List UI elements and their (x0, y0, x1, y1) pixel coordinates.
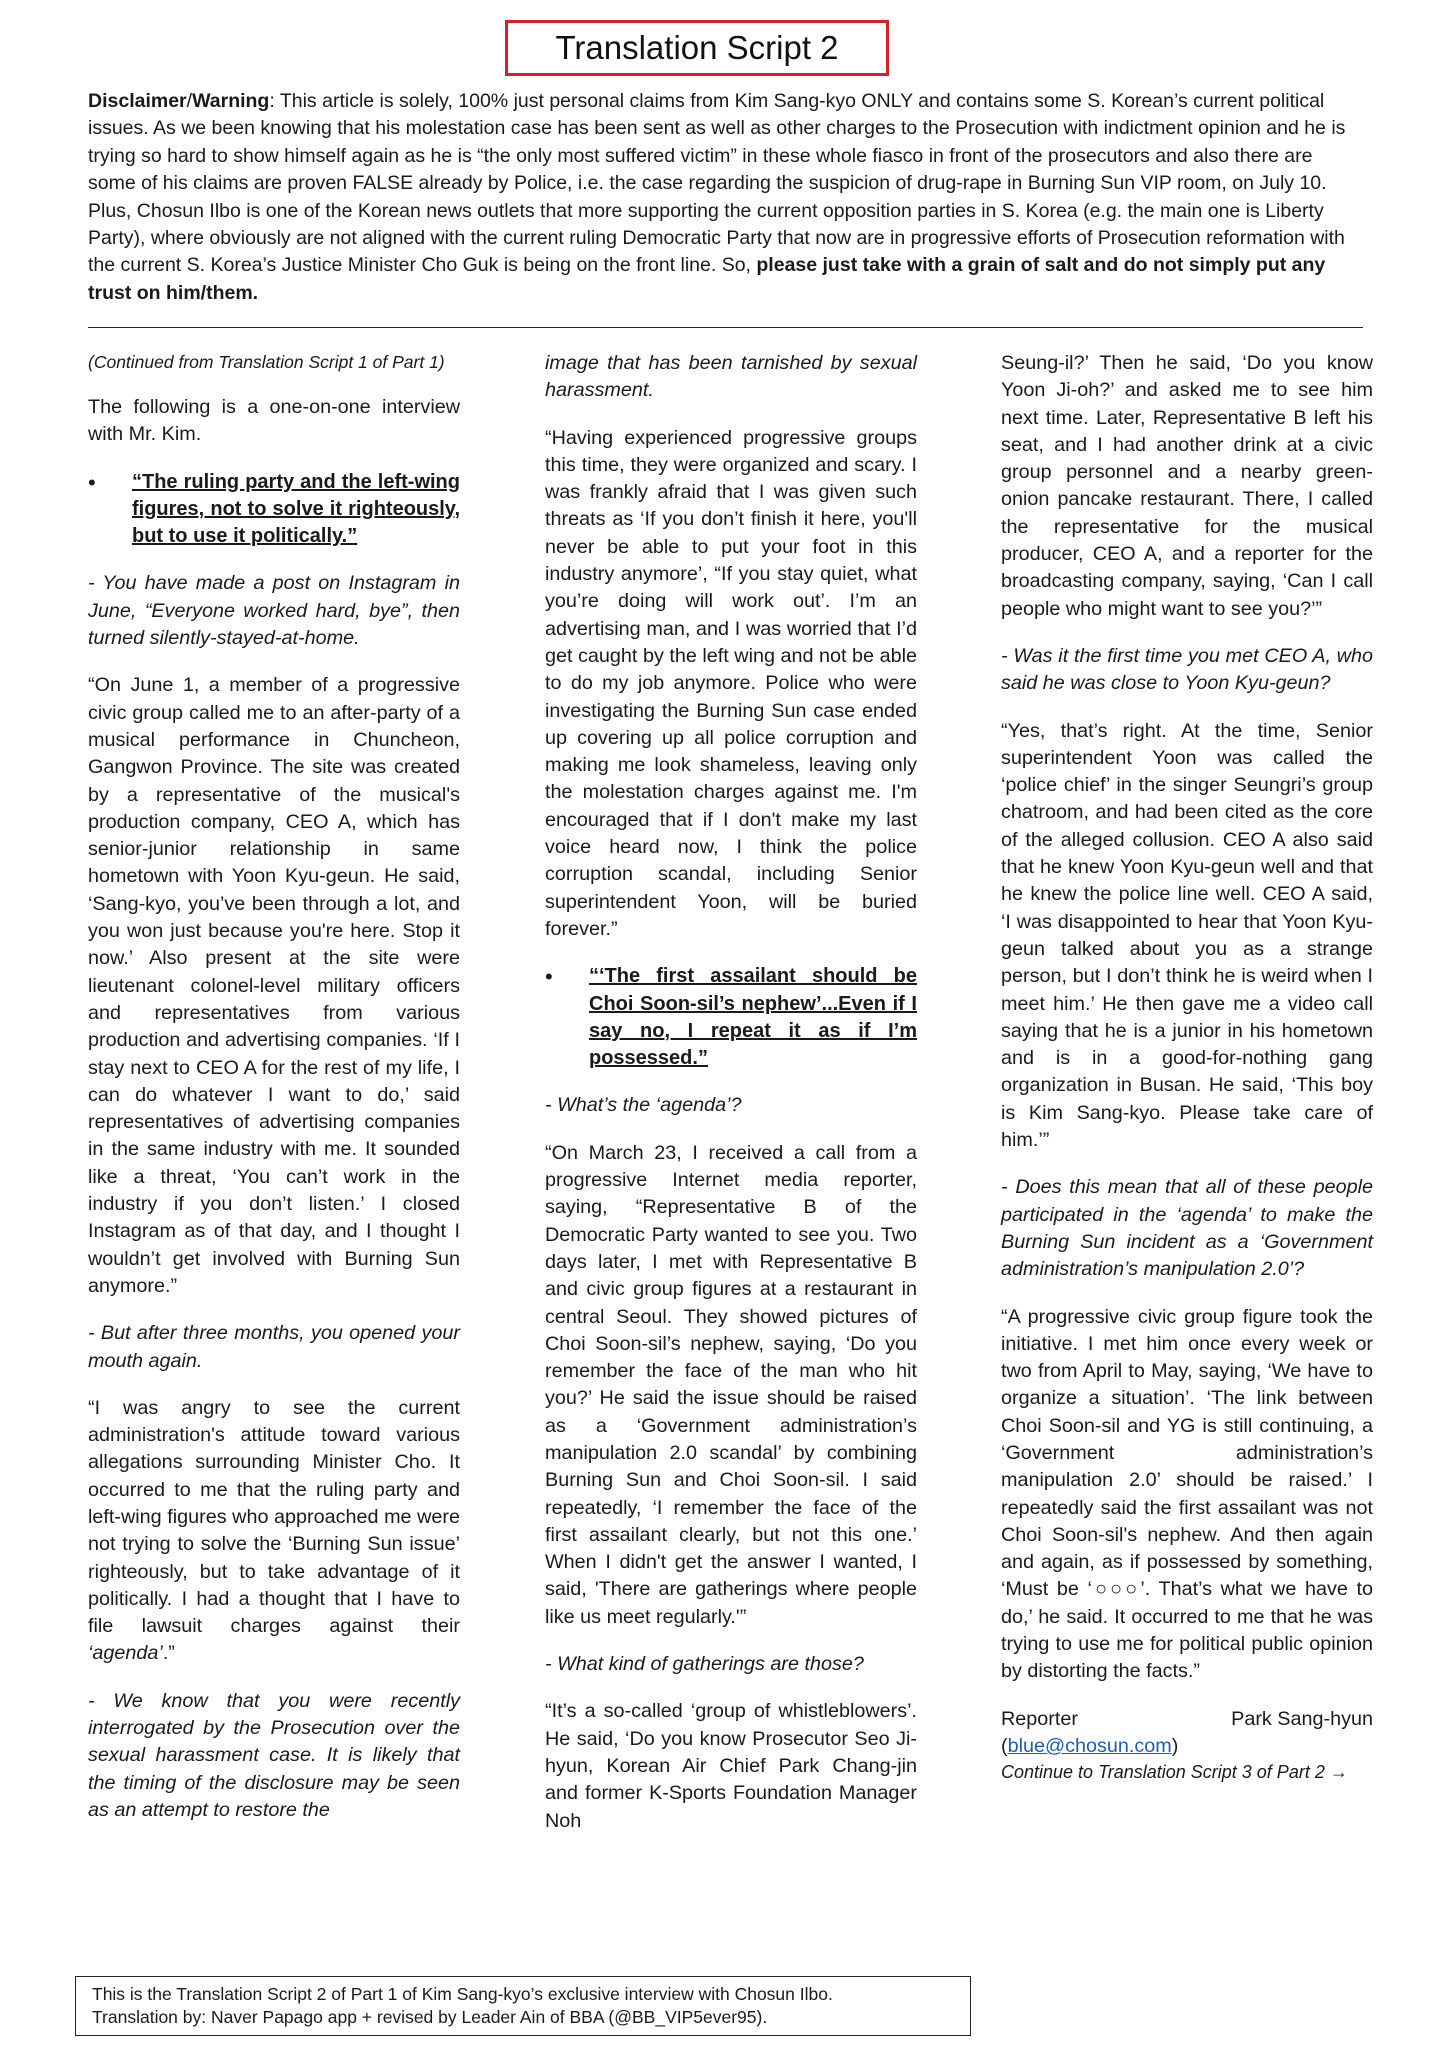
column-2 (545, 350, 917, 1855)
continued-note: (Continued from Translation Script 1 of Part 1) (88, 352, 445, 372)
disclaimer-label: Disclaimer (88, 90, 187, 112)
question-6: - Was it the first time you met CEO A, who said he was close to Yoon Kyu-geun? (1001, 644, 1373, 695)
page-title: Translation Script 2 (505, 20, 889, 76)
question-3-continued: image that has been tarnished by sexual harassment. (545, 352, 917, 402)
section-heading-1 (88, 469, 460, 551)
section-heading-text: “The ruling party and the left-wing figures, not to solve it righteously, but to use it politically.” (132, 470, 460, 548)
question-3: - We know that you were recently interrogated by the Prosecution over the sexual harassment case. It is likely that the timing of the disclosure may be seen as an attempt to restore the (88, 1689, 460, 1821)
disclaimer-body: : This article is solely, 100% just personal claims from Kim Sang-kyo ONLY and contains some S. Korean’s current political issues. As we been knowing that his molestation case has been sent as well as other charges to the Prosecution with indictment opinion and he is trying so hard to show himself again as he is “the only most suffered victim” in these whole fiasco in front of the prosecutors and also there are some of his claims are proven FALSE already by Police, i.e. the case regarding the suspicion of drug-rape in Burning Sun VIP room, on July 10. Plus, Chosun Ilbo is one of the Korean news outlets that more supporting the current opposition parties in S. Korea (e.g. the main one is Liberty Party), where obviously are not aligned with the current ruling Democratic Party that now are in progressive efforts of Prosecution reformation with the current S. Korea’s Justice Minister Cho Guk is being on the front line. So, (88, 90, 1346, 277)
footer-box (75, 1976, 971, 2036)
answer-5-continued: Seung-il?’ Then he said, ‘Do you know Yoon Ji-oh?’ and asked me to see him next time. Later, Representative B left his seat, and I had another drink at a civic group personnel and a nearby green-onion pancake restaurant. There, I called the representative for the musical producer, CEO A, and a reporter for the broadcasting company, saying, ‘Can I call people who might want to see you?’” (1001, 352, 1373, 620)
footer-line-2: Translation by: Naver Papago app + revised by Leader Ain of BBA (@BB_VIP5ever95). (92, 2007, 768, 2027)
disclaimer-sep: / (186, 90, 193, 112)
continue-note: Continue to Translation Script 3 of Part 2 → (1001, 1762, 1348, 1783)
intro-text: The following is a one-on-one interview with Mr. Kim. (88, 396, 460, 446)
question-1: - You have made a post on Instagram in June, “Everyone worked hard, bye”, then turned silently-stayed-at-home. (88, 572, 460, 650)
section-heading-2 (545, 963, 917, 1072)
reporter-label: Reporter (1001, 1707, 1078, 1730)
column-3 (1001, 350, 1373, 1805)
disclaimer-label-2: Warning (192, 90, 270, 112)
answer-2 (88, 1395, 460, 1668)
reporter-name: Park Sang-hyun (1231, 1707, 1373, 1730)
answer-5: “It’s a so-called ‘group of whistleblowers’. He said, ‘Do you know Prosecutor Seo Ji-hyun, Korean Air Chief Park Chang-jin and former K-Sports Foundation Manager Noh (545, 1700, 917, 1832)
question-4: - What’s the ‘agenda’? (545, 1094, 742, 1117)
answer-2-text: “I was angry to see the current administration's attitude toward various allegations surrounding Minister Cho. It occurred to me that the ruling party and left-wing figures who approached me were not trying to solve the ‘Burning Sun issue’ righteously, but to take advantage of it politically. I had a thought that I have to file lawsuit charges against their (88, 1396, 460, 1638)
answer-3: “Having experienced progressive groups this time, they were organized and scary. I was frankly afraid that I was given such threats as ‘If you don’t finish it here, you'll never be able to put your foot in this industry anymore’, “If you stay quiet, what you’re doing will work out’. I’m an advertising man, and I was worried that I’d get caught by the left wing and not be able to do my job anymore. Police who were investigating the Burning Sun case ended up covering up all police corruption and making me look shameless, leaving only the molestation charges against me. I'm encouraged that if I don't make my last voice heard now, I think the police corruption scandal, including Senior superintendent Yoon, will be buried forever.” (545, 426, 917, 940)
answer-4: “On March 23, I received a call from a progressive Internet media reporter, saying, “Representative B of the Democratic Party wanted to see you. Two days later, I met with Representative B and civic group figures at a restaurant in central Seoul. They showed pictures of Choi Soon-sil’s nephew, saying, ‘Do you remember the face of the man who hit you?’ He said the issue should be raised as a ‘Government administration’s manipulation 2.0 scandal’ by combining Burning Sun and Choi Soon-sil. I said repeatedly, ‘I remember the face of the first assailant clearly, but not this one.’ When I didn't get the answer I wanted, I said, 'There are gatherings where people like us meet regularly.'” (545, 1141, 917, 1628)
question-7: - Does this mean that all of these people participated in the ‘agenda’ to make the Burning Sun incident as a ‘Government administration’s manipulation 2.0’? (1001, 1176, 1373, 1281)
bullet-icon: • (545, 964, 553, 990)
disclaimer (88, 88, 1350, 307)
answer-1: “On June 1, a member of a progressive civic group called me to an after-party of a musical performance in Chuncheon, Gangwon Province. The site was created by a representative of the musical's production company, CEO A, which has senior-junior relationship in same hometown with Yoon Kyu-geun. He said, ‘Sang-kyo, you’ve been through a lot, and you won just because you're here. Stop it now.’ Also present at the site were lieutenant colonel-level military officers and representatives from various production and advertising companies. ‘If I stay next to CEO A for the rest of my life, I can do whatever I want to do,’ said representatives of advertising companies in the same industry with me. It sounded like a threat, ‘You can’t work in the industry if you don’t listen.’ I closed Instagram as of that day, and I thought I wouldn’t get involved with Burning Sun anymore.” (88, 674, 460, 1297)
email-open: ( (1001, 1734, 1008, 1757)
question-5: - What kind of gatherings are those? (545, 1653, 864, 1676)
footer-line-1: This is the Translation Script 2 of Part 1 of Kim Sang-kyo’s exclusive interview with Chosun Ilbo. (92, 1984, 833, 2004)
reporter-email-line (1001, 1733, 1373, 1760)
answer-2-end: .” (162, 1642, 175, 1665)
column-1 (88, 350, 460, 1844)
divider (88, 327, 1363, 328)
answer-7: “A progressive civic group figure took the initiative. I met him once every week or two from April to May, saying, ‘We have to organize a situation’. ‘The link between Choi Soon-sil and YG is still continuing, a ‘Government administration’s manipulation 2.0’ should be raised.’ I repeatedly said the first assailant was not Choi Soon-sil's nephew. And then again and again, as if possessed by something, ‘Must be ‘○○○’. That’s what we have to do,’ he said. It occurred to me that he was trying to use me for political public opinion by distorting the facts.” (1001, 1305, 1373, 1683)
bullet-icon: • (88, 469, 96, 495)
answer-6: “Yes, that’s right. At the time, Senior superintendent Yoon was called the ‘police chief’ in the singer Seungri’s group chatroom, and had been cited as the core of the alleged collusion. CEO A also said that he knew Yoon Kyu-geun well and that he knew the police line well. CEO A said, ‘I was disappointed to hear that Yoon Kyu-geun talked about you as a strange person, but I don’t think he is weird when I meet him.’ He then gave me a video call saying that he is a junior in his hometown and is in a good-for-nothing gang organization in Busan. He said, ‘This boy is Kim Sang-kyo. Please take care of him.’” (1001, 719, 1373, 1152)
disclaimer-emphasis: please just take with a grain of salt and do not simply put any trust on him/them. (88, 254, 1326, 304)
answer-2-emphasis: ‘agenda’ (88, 1642, 163, 1665)
reporter-byline (1001, 1706, 1373, 1733)
reporter-email-link[interactable]: blue@chosun.com (1007, 1734, 1172, 1757)
question-2: - But after three months, you opened your mouth again. (88, 1322, 460, 1372)
section-heading-text: “‘The first assailant should be Choi Soon-sil’s nephew’...Even if I say no, I repeat it as if I’m possessed.” (589, 965, 917, 1070)
email-close: ) (1171, 1734, 1179, 1757)
